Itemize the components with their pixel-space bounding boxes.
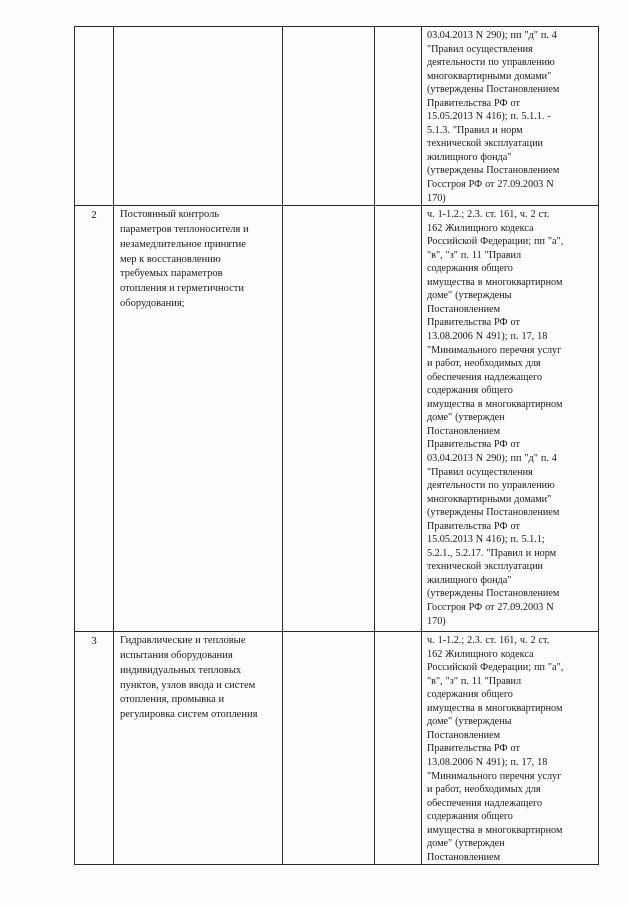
row-number-cell (75, 632, 114, 865)
text-line: Правительства РФ от (427, 317, 520, 329)
empty-cell (283, 632, 375, 865)
text-line: содержания общего (427, 385, 513, 397)
text-line: Постоянный контроль (120, 209, 220, 221)
text-line: деятельности по управлению (427, 480, 555, 492)
text-line: 15.05.2013 N 416); п. 5.1.1. - (427, 111, 551, 123)
text-line: Правительства РФ от (427, 520, 520, 532)
text-line: и работ, необходимых для (427, 358, 541, 370)
text-line: обеспечения надлежащего (427, 797, 543, 809)
text-line: Постановлением (427, 851, 501, 863)
text-line: имущества в многоквартирном (427, 276, 563, 288)
empty-cell (283, 206, 375, 632)
text-line: 15.05.2013 N 416); п. 5.1.1; (427, 534, 545, 546)
legal-basis-cell (422, 27, 599, 206)
row-number: 3 (91, 635, 97, 648)
text-line: "Правил осуществления (427, 466, 533, 478)
table-row (75, 27, 599, 206)
text-line: Российской Федерации; пп "а", (427, 662, 564, 674)
text-line: доме" (утверждены (427, 290, 512, 302)
text-line: пунктов, узлов ввода и систем (120, 679, 256, 691)
text-line: Госстроя РФ от 27.09.2003 N (427, 601, 554, 613)
empty-cell (375, 632, 422, 865)
text-line: Правительства РФ от (427, 97, 520, 109)
work-description (114, 206, 282, 312)
text-line: ч. 1-1.2.; 2.3. ст. 161, ч. 2 ст. (427, 635, 550, 647)
text-line: 170) (427, 615, 446, 627)
text-line: (утверждены Постановлением (427, 507, 560, 519)
text-line: многоквартирными домами" (427, 70, 552, 82)
text-line: имущества в многоквартирном (427, 702, 563, 714)
text-line: "Минимального перечня услуг (427, 770, 562, 782)
text-line: ч. 1-1.2.; 2.3. ст. 161, ч. 2 ст. (427, 209, 550, 221)
text-line: индивидуальных тепловых (120, 664, 242, 676)
text-line: отопления, промывка и (120, 694, 225, 706)
row-number-cell (75, 27, 114, 206)
text-line: "Правил осуществления (427, 43, 533, 55)
text-line: Постановлением (427, 425, 501, 437)
text-line: деятельности по управлению (427, 57, 555, 69)
text-line: (утверждены Постановлением (427, 588, 560, 600)
text-line: многоквартирными домами" (427, 493, 552, 505)
text-line: 5.2.1., 5.2.17. "Правил и норм (427, 547, 557, 559)
legal-basis-cell (422, 206, 599, 632)
text-line: доме" (утвержден (427, 838, 505, 850)
text-line: "Минимального перечня услуг (427, 344, 562, 356)
text-line: требуемых параметров (120, 268, 223, 280)
work-description-cell (114, 206, 283, 632)
work-description-cell (114, 632, 283, 865)
text-line: Российской Федерации; пп "а", (427, 236, 564, 248)
text-line: имущества в многоквартирном (427, 824, 563, 836)
text-line: Госстроя РФ от 27.09.2003 N (427, 179, 554, 191)
text-line: оборудования; (120, 297, 185, 309)
legal-basis-text (422, 632, 598, 864)
text-line: (утверждены Постановлением (427, 84, 560, 96)
text-line: (утверждены Постановлением (427, 165, 560, 177)
text-line: 03.04.2013 N 290); пп "д" п. 4 (427, 452, 557, 464)
text-line: "в", "з" п. 11 "Правил (427, 249, 522, 261)
text-line: 13.08.2006 N 491); п. 17, 18 (427, 757, 548, 769)
regulation-table (74, 26, 599, 865)
text-line: 170) (427, 192, 446, 204)
legal-basis-cell (422, 632, 599, 865)
work-description (114, 27, 282, 29)
text-line: параметров теплоносителя и (120, 223, 249, 235)
text-line: жилищного фонда" (427, 574, 512, 586)
text-line: отопления и герметичности (120, 283, 244, 295)
text-line: и работ, необходимых для (427, 784, 541, 796)
text-line: технической эксплуатации (427, 561, 543, 573)
work-description-cell (114, 27, 283, 206)
text-line: мер к восстановлению (120, 253, 221, 265)
row-number: 2 (91, 209, 97, 222)
legal-basis-text (422, 206, 598, 628)
text-line: 03.04.2013 N 290); пп "д" п. 4 (427, 30, 557, 41)
text-line: доме" (утверждены (427, 716, 512, 728)
text-line: 13.08.2006 N 491); п. 17, 18 (427, 331, 548, 343)
text-line: Постановлением (427, 729, 501, 741)
text-line: незамедлительное принятие (120, 238, 246, 250)
work-description (114, 632, 282, 723)
text-line: доме" (утвержден (427, 412, 505, 424)
empty-cell (283, 27, 375, 206)
text-line: Правительства РФ от (427, 743, 520, 755)
text-line: имущества в многоквартирном (427, 398, 563, 410)
text-line: испытания оборудования (120, 649, 233, 661)
text-line: Гидравлические и тепловые (120, 635, 246, 647)
text-line: 162 Жилищного кодекса (427, 648, 534, 660)
legal-basis-text (422, 27, 598, 205)
text-line: обеспечения надлежащего (427, 371, 543, 383)
empty-cell (375, 27, 422, 206)
row-number (75, 27, 113, 29)
text-line: Правительства РФ от (427, 439, 520, 451)
row-number-cell (75, 206, 114, 632)
text-line: содержания общего (427, 689, 513, 701)
text-line: "в", "з" п. 11 "Правил (427, 675, 522, 687)
table-row (75, 632, 599, 865)
text-line: жилищного фонда" (427, 151, 512, 163)
empty-cell (375, 206, 422, 632)
text-line: содержания общего (427, 263, 513, 275)
table-row (75, 206, 599, 632)
text-line: технической эксплуатации (427, 138, 543, 150)
text-line: содержания общего (427, 811, 513, 823)
text-line: 162 Жилищного кодекса (427, 222, 534, 234)
text-line: Постановлением (427, 303, 501, 315)
text-line: 5.1.3. "Правил и норм (427, 124, 523, 136)
text-line: регулировка систем отопления (120, 709, 258, 721)
